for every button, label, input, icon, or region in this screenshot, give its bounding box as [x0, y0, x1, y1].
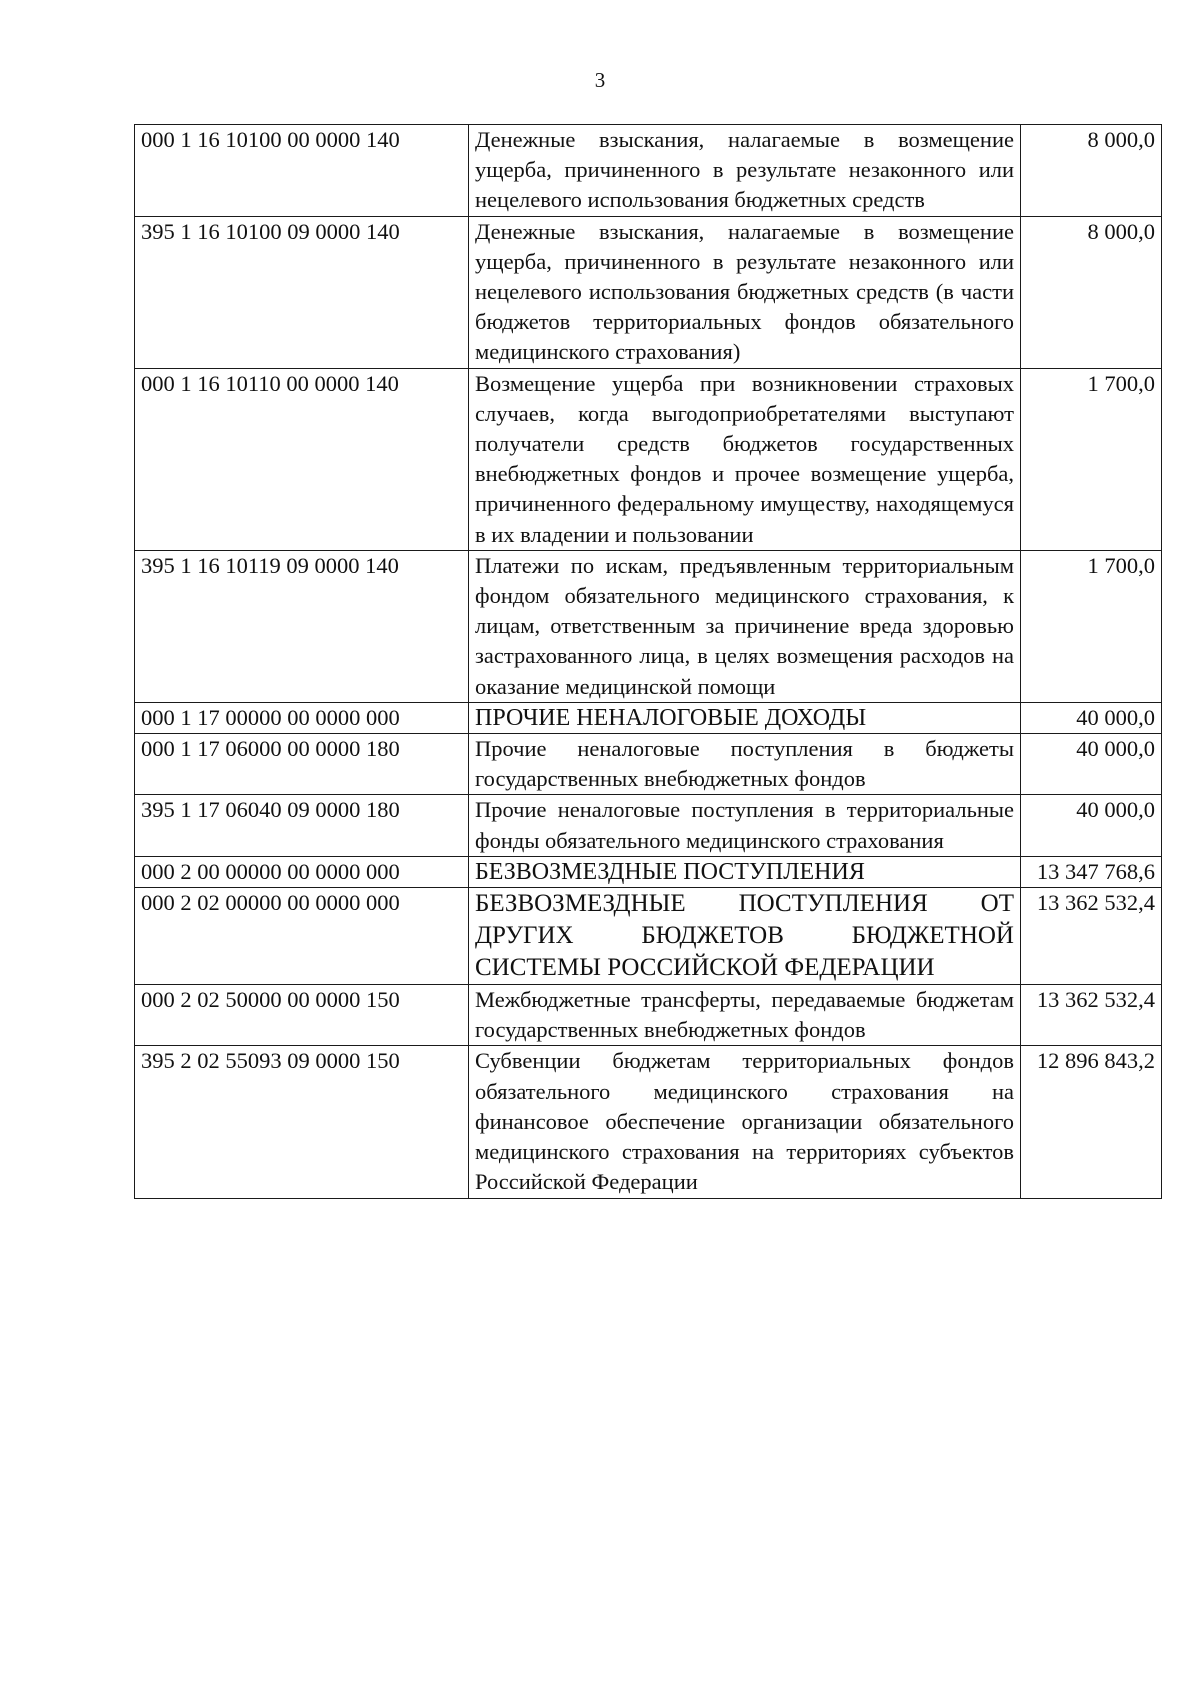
revenue-name: БЕЗВОЗМЕЗДНЫЕ ПОСТУПЛЕНИЯ ОТ ДРУГИХ БЮДЖЕТОВ БЮДЖЕТНОЙ СИСТЕМЫ РОССИЙСКОЙ ФЕДЕРАЦИИ	[469, 888, 1021, 985]
amount: 8 000,0	[1087, 127, 1155, 152]
revenue-name: Межбюджетные трансферты, передаваемые бюджетам государственных внебюджетных фондов	[469, 985, 1021, 1046]
amount: 40 000,0	[1076, 704, 1155, 730]
revenue-name: БЕЗВОЗМЕЗДНЫЕ ПОСТУПЛЕНИЯ	[469, 856, 1021, 887]
table-row	[135, 888, 1162, 985]
amount: 12 896 843,2	[1036, 1048, 1155, 1074]
amount: 13 347 768,6	[1036, 858, 1155, 884]
amount-cell	[1021, 702, 1162, 733]
amount-cell	[1021, 795, 1162, 856]
amount-cell	[1021, 888, 1162, 985]
amount: 8 000,0	[1087, 218, 1155, 244]
budget-code: 395 1 16 10119 09 0000 140	[135, 550, 469, 702]
revenue-name: Денежные взыскания, налагаемые в возмещение ущерба, причиненного в результате незаконного или нецелевого использования бюджетных средств (в части бюджетов территориальных фондов обязательного медицинского страхования)	[469, 216, 1021, 368]
budget-revenue-table	[134, 124, 1162, 1199]
amount-cell	[1021, 734, 1162, 795]
budget-code: 395 1 17 06040 09 0000 180	[135, 795, 469, 856]
amount: 1 700,0	[1087, 552, 1155, 578]
budget-code: 000 1 17 06000 00 0000 180	[135, 734, 469, 795]
revenue-name: Платежи по искам, предъявленным территориальным фондом обязательного медицинского страхования, к лицам, ответственным за причинение вреда здоровью застрахованного лица, в целях возмещения расходов на оказание медицинской помощи	[469, 550, 1021, 702]
budget-code: 000 2 02 00000 00 0000 000	[135, 888, 469, 985]
page-number: 3	[594, 68, 606, 92]
amount-cell	[1021, 985, 1162, 1046]
table-row	[135, 368, 1162, 550]
table-row	[135, 702, 1162, 733]
amount: 1 700,0	[1087, 370, 1155, 396]
table-row	[135, 985, 1162, 1046]
revenue-name: Прочие неналоговые поступления в территориальные фонды обязательного медицинского страхования	[469, 795, 1021, 856]
amount: 13 362 532,4	[1036, 987, 1155, 1013]
budget-code: 395 2 02 55093 09 0000 150	[135, 1046, 469, 1198]
revenue-name: ПРОЧИЕ НЕНАЛОГОВЫЕ ДОХОДЫ	[469, 702, 1021, 733]
budget-code: 000 1 16 10100 00 0000 140	[135, 125, 469, 217]
table-row	[135, 550, 1162, 702]
revenue-name: Денежные взыскания, налагаемые в возмещение ущерба, причиненного в результате незаконного или нецелевого использования бюджетных средств	[469, 125, 1021, 217]
amount: 40 000,0	[1076, 736, 1155, 762]
table-row	[135, 856, 1162, 887]
table-row	[135, 216, 1162, 368]
budget-code: 000 2 02 50000 00 0000 150	[135, 985, 469, 1046]
revenue-name: Субвенции бюджетам территориальных фондов обязательного медицинского страхования на финансовое обеспечение организации обязательного медицинского страхования на территориях субъектов Российской Федерации	[469, 1046, 1021, 1198]
budget-code: 000 2 00 00000 00 0000 000	[135, 856, 469, 887]
amount-cell	[1021, 125, 1162, 217]
amount-cell	[1021, 216, 1162, 368]
revenue-name: Возмещение ущерба при возникновении страховых случаев, когда выгодоприобретателями выступают получатели средств бюджетов государственных внебюджетных фондов и прочее возмещение ущерба, причиненного федеральному имуществу, находящемуся в их владении и пользовании	[469, 368, 1021, 550]
amount: 13 362 532,4	[1036, 890, 1155, 916]
table-row	[135, 1046, 1162, 1198]
table-row	[135, 795, 1162, 856]
budget-code: 000 1 17 00000 00 0000 000	[135, 702, 469, 733]
amount-cell	[1021, 550, 1162, 702]
table-row	[135, 734, 1162, 795]
table-row	[135, 125, 1162, 217]
amount: 40 000,0	[1076, 797, 1155, 823]
revenue-name: Прочие неналоговые поступления в бюджеты государственных внебюджетных фондов	[469, 734, 1021, 795]
budget-code: 395 1 16 10100 09 0000 140	[135, 216, 469, 368]
amount-cell	[1021, 368, 1162, 550]
amount-cell	[1021, 1046, 1162, 1198]
amount-cell	[1021, 856, 1162, 887]
budget-code: 000 1 16 10110 00 0000 140	[135, 368, 469, 550]
